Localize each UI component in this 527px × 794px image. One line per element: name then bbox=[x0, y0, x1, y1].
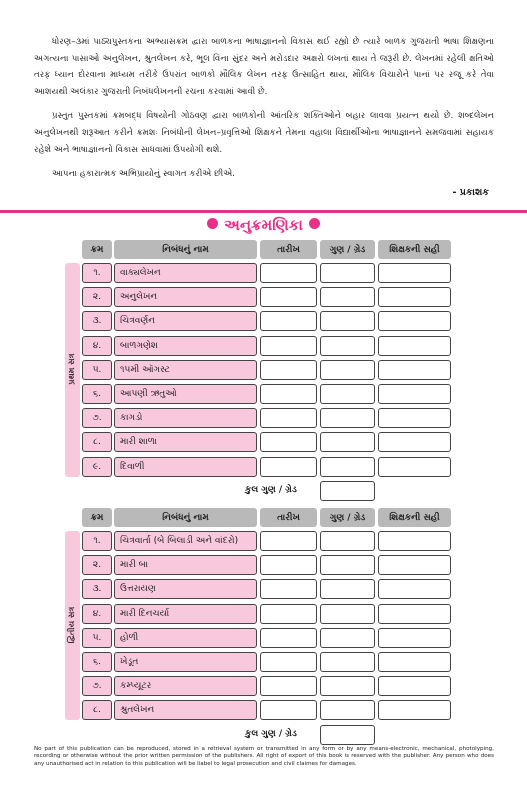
preface-paragraph-3: આપના હકારાત્મક અભિપ્રાયોનું સ્વાગત કરીએ છીએ. bbox=[52, 169, 236, 180]
sign-field-s1-9[interactable] bbox=[378, 457, 451, 477]
sign-field-s2-8[interactable] bbox=[378, 700, 451, 720]
sign-field-s1-6[interactable] bbox=[378, 384, 451, 404]
preface-paragraph-2: પ્રસ્તુત પુસ્તકમાં ક્રમબદ્ધ વિષયોની ગોઠવણ દ્વારા બાળકોની આંતરિક શક્તિઓને બહાર લાવવા પ્રયત્ન થયો છે. શબ્દલેખન અનુલેખનથી શરૂઆત કરીને ક્રમશઃ નિબંધોની લેખન–પ્રવૃત્તિઓ શિક્ષકને તેમના વહાલા વિદ્યાર્થીઓના ભાષાજ્ઞાનને સમજવામાં સહાયક રહેશે અને ભાષાજ્ઞાનનો વિકાસ સાધવામાં ઉપયોગી થશે. bbox=[34, 111, 494, 155]
bullet-dot-icon bbox=[309, 218, 320, 229]
date-field-s1-5[interactable] bbox=[260, 360, 317, 380]
row-number-s1-2: ૨. bbox=[82, 287, 112, 307]
row-number-s2-6: ૬. bbox=[82, 652, 112, 672]
essay-title-s2-6: ખેડૂત bbox=[114, 652, 257, 672]
essay-title-s2-2: મારી બા bbox=[114, 555, 257, 575]
grade-field-s1-6[interactable] bbox=[320, 384, 375, 404]
header-grade-s2: ગુણ / ગ્રેડ bbox=[320, 508, 375, 527]
row-number-s1-8: ૮. bbox=[82, 432, 112, 452]
sign-field-s2-3[interactable] bbox=[378, 579, 451, 599]
session-label-s2: દ્વિતીય સત્ર bbox=[67, 606, 76, 644]
date-field-s1-2[interactable] bbox=[260, 287, 317, 307]
sign-field-s2-6[interactable] bbox=[378, 652, 451, 672]
essay-title-s1-3: ચિત્રવર્ણન bbox=[114, 311, 257, 331]
date-field-s1-1[interactable] bbox=[260, 263, 317, 283]
date-field-s1-6[interactable] bbox=[260, 384, 317, 404]
header-grade-s1: ગુણ / ગ્રેડ bbox=[320, 240, 375, 259]
essay-title-s1-2: અનુલેખન bbox=[114, 287, 257, 307]
publisher-signoff: - પ્રકાશક bbox=[452, 187, 489, 198]
grade-field-s1-8[interactable] bbox=[320, 432, 375, 452]
date-field-s1-7[interactable] bbox=[260, 408, 317, 428]
date-field-s2-7[interactable] bbox=[260, 676, 317, 696]
copyright-notice: No part of this publication can be reproduced, stored in a retrieval system or transmitted in any form or by any means-electronic, mechanical, photolyping, recording or otherwise without the prior written permission of the publishers. All right of export of this book is reserved with the publisher. Any person who does any unauthorised act in relation to this publication will be liabel to legal prosecution and civil claimes for damages. bbox=[34, 746, 494, 767]
sign-field-s2-1[interactable] bbox=[378, 531, 451, 551]
date-field-s2-5[interactable] bbox=[260, 628, 317, 648]
total-field-s1[interactable] bbox=[320, 481, 375, 501]
sign-field-s2-5[interactable] bbox=[378, 628, 451, 648]
sign-field-s1-1[interactable] bbox=[378, 263, 451, 283]
header-sign-s2: શિક્ષકની સહી bbox=[378, 508, 451, 527]
pink-divider bbox=[0, 210, 527, 213]
session-label-s1: પ્રથમ સત્ર bbox=[67, 353, 76, 385]
essay-title-s1-7: કાગડો bbox=[114, 408, 257, 428]
preface bbox=[34, 34, 494, 183]
sign-field-s1-8[interactable] bbox=[378, 432, 451, 452]
grade-field-s2-1[interactable] bbox=[320, 531, 375, 551]
row-number-s2-2: ૨. bbox=[82, 555, 112, 575]
grade-field-s1-9[interactable] bbox=[320, 457, 375, 477]
header-num-s1: ક્રમ bbox=[82, 240, 112, 259]
essay-title-s2-8: શ્રુતલેખન bbox=[114, 700, 257, 720]
row-number-s1-7: ૭. bbox=[82, 408, 112, 428]
header-name-s1: નિબંધનું નામ bbox=[114, 240, 257, 259]
date-field-s1-9[interactable] bbox=[260, 457, 317, 477]
sign-field-s2-2[interactable] bbox=[378, 555, 451, 575]
grade-field-s2-5[interactable] bbox=[320, 628, 375, 648]
header-num-s2: ક્રમ bbox=[82, 508, 112, 527]
row-number-s2-5: ૫. bbox=[82, 628, 112, 648]
sign-field-s1-4[interactable] bbox=[378, 336, 451, 356]
total-label-s1: કુલ ગુણ / ગ્રેડ bbox=[245, 484, 297, 495]
row-number-s1-5: ૫. bbox=[82, 360, 112, 380]
essay-title-s2-4: મારી દિનચર્યા bbox=[114, 604, 257, 624]
date-field-s2-8[interactable] bbox=[260, 700, 317, 720]
date-field-s2-2[interactable] bbox=[260, 555, 317, 575]
row-number-s1-9: ૯. bbox=[82, 457, 112, 477]
date-field-s2-4[interactable] bbox=[260, 604, 317, 624]
row-number-s1-6: ૬. bbox=[82, 384, 112, 404]
date-field-s1-8[interactable] bbox=[260, 432, 317, 452]
essay-title-s1-5: ૧૫મી ઑગસ્ટ bbox=[114, 360, 257, 380]
grade-field-s1-1[interactable] bbox=[320, 263, 375, 283]
essay-title-s1-6: આપણી ઋતુઓ bbox=[114, 384, 257, 404]
bullet-dot-icon bbox=[207, 218, 218, 229]
essay-title-s2-1: ચિત્રવાર્તા (બે બિલાડી અને વાંદરો) bbox=[114, 531, 257, 551]
row-number-s1-3: ૩. bbox=[82, 311, 112, 331]
sign-field-s1-3[interactable] bbox=[378, 311, 451, 331]
row-number-s2-4: ૪. bbox=[82, 604, 112, 624]
grade-field-s2-7[interactable] bbox=[320, 676, 375, 696]
grade-field-s1-4[interactable] bbox=[320, 336, 375, 356]
date-field-s2-1[interactable] bbox=[260, 531, 317, 551]
header-date-s2: તારીખ bbox=[260, 508, 317, 527]
essay-title-s2-7: કમ્પ્યૂટર bbox=[114, 676, 257, 696]
sign-field-s1-5[interactable] bbox=[378, 360, 451, 380]
grade-field-s1-7[interactable] bbox=[320, 408, 375, 428]
date-field-s1-4[interactable] bbox=[260, 336, 317, 356]
date-field-s1-3[interactable] bbox=[260, 311, 317, 331]
row-number-s1-1: ૧. bbox=[82, 263, 112, 283]
row-number-s1-4: ૪. bbox=[82, 336, 112, 356]
essay-title-s2-3: ઉત્તરાયણ bbox=[114, 579, 257, 599]
grade-field-s2-4[interactable] bbox=[320, 604, 375, 624]
grade-field-s2-6[interactable] bbox=[320, 652, 375, 672]
index-title-text: અનુક્રમણિકા bbox=[224, 216, 303, 234]
row-number-s2-3: ૩. bbox=[82, 579, 112, 599]
total-field-s2[interactable] bbox=[320, 725, 375, 745]
sign-field-s1-2[interactable] bbox=[378, 287, 451, 307]
sign-field-s2-7[interactable] bbox=[378, 676, 451, 696]
total-label-s2: કુલ ગુણ / ગ્રેડ bbox=[245, 728, 297, 739]
header-name-s2: નિબંધનું નામ bbox=[114, 508, 257, 527]
essay-title-s1-4: બાળગણેશ bbox=[114, 336, 257, 356]
row-number-s2-7: ૭. bbox=[82, 676, 112, 696]
header-date-s1: તારીખ bbox=[260, 240, 317, 259]
grade-field-s1-3[interactable] bbox=[320, 311, 375, 331]
row-number-s2-8: ૮. bbox=[82, 700, 112, 720]
preface-paragraph-1: ધોરણ–૩માં પાઠ્યપુસ્તકના અભ્યાસક્રમ દ્વારા બાળકના ભાષાજ્ઞાનનો વિકાસ થઈ રહ્યો છે ત્યારે બાળક ગુજરાતી ભાષા શિક્ષણના અગત્યના પાસાઓ અનુલેખન, શ્રુતલેખન કરે, ભૂલ વિના સુંદર અને મરોડદાર અક્ષરો લખતાં થાય તે જરૂરી છે. લેખનમાં રહેલી ક્ષતિઓ તરફ ધ્યાન દોરવાના માધ્યમ તરીકે ઉપરાંત બાળકો મૌલિક લેખન તરફ ઉત્સાહિત થાય, મૌલિક વિચારોને પાનાં પર રજૂ કરે તેવા આશયથી અલંકાર ગુજરાતી નિબંધલેખનની રચના કરવામાં આવી છે. bbox=[34, 37, 494, 97]
date-field-s2-3[interactable] bbox=[260, 579, 317, 599]
index-title bbox=[0, 216, 527, 234]
essay-title-s1-9: દિવાળી bbox=[114, 457, 257, 477]
sign-field-s2-4[interactable] bbox=[378, 604, 451, 624]
sign-field-s1-7[interactable] bbox=[378, 408, 451, 428]
row-number-s2-1: ૧. bbox=[82, 531, 112, 551]
grade-field-s1-2[interactable] bbox=[320, 287, 375, 307]
essay-title-s2-5: હોળી bbox=[114, 628, 257, 648]
essay-title-s1-8: મારી શાળા bbox=[114, 432, 257, 452]
grade-field-s2-8[interactable] bbox=[320, 700, 375, 720]
grade-field-s2-3[interactable] bbox=[320, 579, 375, 599]
date-field-s2-6[interactable] bbox=[260, 652, 317, 672]
grade-field-s1-5[interactable] bbox=[320, 360, 375, 380]
essay-title-s1-1: વાક્યલેખન bbox=[114, 263, 257, 283]
grade-field-s2-2[interactable] bbox=[320, 555, 375, 575]
header-sign-s1: શિક્ષકની સહી bbox=[378, 240, 451, 259]
